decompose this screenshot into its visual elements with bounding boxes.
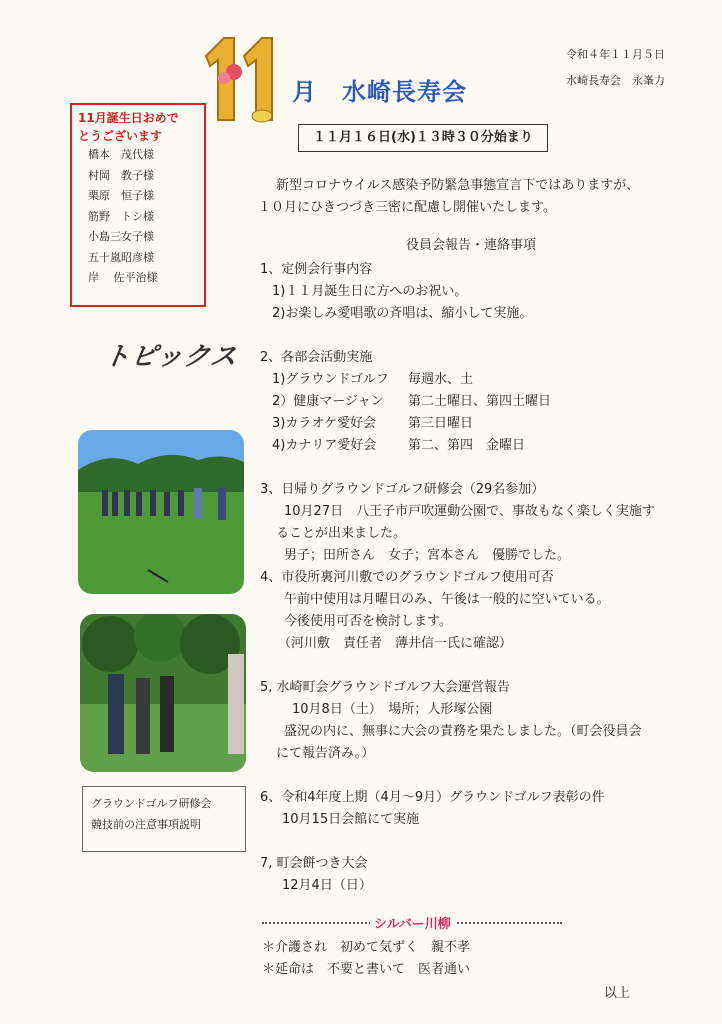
- birthday-title-line2: とうございます: [78, 129, 163, 143]
- numeral-graphic: [206, 38, 272, 122]
- birthday-box: [70, 103, 206, 307]
- activity-name: 4)カナリア愛好会: [272, 438, 377, 453]
- item4-line1: 午前中使用は月曜日のみ、午後は一般的に空いている。: [284, 592, 610, 607]
- topics-heading: トピックス: [101, 342, 240, 372]
- birthday-name: 岸 佐平治様: [88, 271, 158, 284]
- activity-name: 2）健康マージャン: [272, 394, 384, 409]
- activity-name: 1)グラウンドゴルフ: [272, 372, 389, 387]
- item5-heading: 5, 水崎町会グラウンドゴルフ大会運営報告: [260, 680, 511, 695]
- photo-caption: [82, 786, 246, 852]
- activity-name: 3)カラオケ愛好会: [272, 416, 377, 431]
- item1-line2: 2)お楽しみ愛唱歌の斉唱は、縮小して実施。: [272, 306, 533, 321]
- caption-line2: 競技前の注意事項説明: [91, 818, 201, 831]
- senryu-line1: ＊介護され 初めて気ずく 親不孝: [262, 940, 471, 955]
- activity-schedule: 第二、第四 金曜日: [408, 438, 526, 453]
- organization: 水崎長寿会 永峯力: [566, 74, 665, 87]
- item5-line2: 盛況の内に、無事に大会の責務を果たしました。（町会役員会: [284, 724, 642, 739]
- item7-line1: 12月4日（日）: [282, 878, 372, 893]
- end-mark: 以上: [604, 986, 631, 1001]
- item7-heading: 7, 町会餅つき大会: [260, 856, 368, 871]
- item1-heading: 1、定例会行事内容: [260, 262, 373, 277]
- caption-line1: グラウンドゴルフ研修会: [91, 797, 212, 810]
- item3-line2: ることが出来ました。: [276, 526, 407, 541]
- item3-line1: 10月27日 八王子市戸吹運動公園で、事故もなく楽しく実施す: [284, 504, 655, 519]
- activity-schedule: 第三日曜日: [408, 416, 474, 431]
- item5-line3: にて報告済み。）: [276, 746, 375, 761]
- activity-schedule: 第二土曜日、第四土曜日: [408, 394, 552, 409]
- birthday-name: 栗原 恒子様: [88, 189, 154, 202]
- senryu-line2: ＊延命は 不要と書いて 医者通い: [262, 962, 471, 977]
- intro-line2: １０月にひきつづき三密に配慮し開催いたします。: [258, 200, 556, 215]
- item3-heading: 3、日帰りグラウンドゴルフ研修会（29名参加）: [260, 482, 545, 497]
- intro-line1: 新型コロナウイルス感染予防緊急事態宣言下ではありますが、: [276, 178, 640, 193]
- item6-heading: 6、令和4年度上期（4月～9月）グラウンドゴルフ表彰の件: [260, 790, 605, 805]
- birthday-name: 筋野 トシ様: [88, 209, 154, 223]
- birthday-name: 小島三女子様: [88, 230, 154, 243]
- item4-line2: 今後使用可否を検討します。: [284, 614, 452, 629]
- month-number-text: 11: [240, 98, 242, 99]
- month-numeral: [196, 28, 286, 128]
- item2-heading: 2、各部会活動実施: [260, 350, 373, 365]
- item4-line3: （河川敷 責任者 薄井信一氏に確認）: [278, 636, 513, 651]
- birthday-title-line1: 11月誕生日おめで: [78, 111, 179, 125]
- issue-date: 令和４年１１月５日: [566, 48, 665, 61]
- birthday-name: 橋本 茂代様: [88, 148, 154, 161]
- item4-heading: 4、市役所裏河川敷でのグラウンドゴルフ使用可否: [260, 570, 554, 585]
- section-title: 役員会報告・連絡事項: [406, 238, 537, 253]
- birthday-name: 五十嵐昭彦様: [88, 250, 154, 264]
- golf-photo-1: [78, 430, 244, 594]
- item1-line1: 1)１１月誕生日に方へのお祝い。: [272, 284, 468, 299]
- item5-line1: 10月8日（土） 場所；人形塚公園: [292, 702, 493, 717]
- meeting-time-box: １１月１６日(水)１３時３０分始まり: [298, 124, 548, 152]
- golf-photo-2: [80, 614, 246, 772]
- item6-line1: 10月15日会館にて実施: [282, 812, 420, 827]
- birthday-name: 村岡 教子様: [88, 168, 154, 182]
- item3-line3: 男子；田所さん 女子；宮本さん 優勝でした。: [284, 548, 571, 563]
- senryu-title: シルバー川柳: [370, 913, 455, 932]
- activity-schedule: 毎週水、土: [408, 372, 474, 387]
- page-title: 月 水崎長寿会: [292, 78, 467, 106]
